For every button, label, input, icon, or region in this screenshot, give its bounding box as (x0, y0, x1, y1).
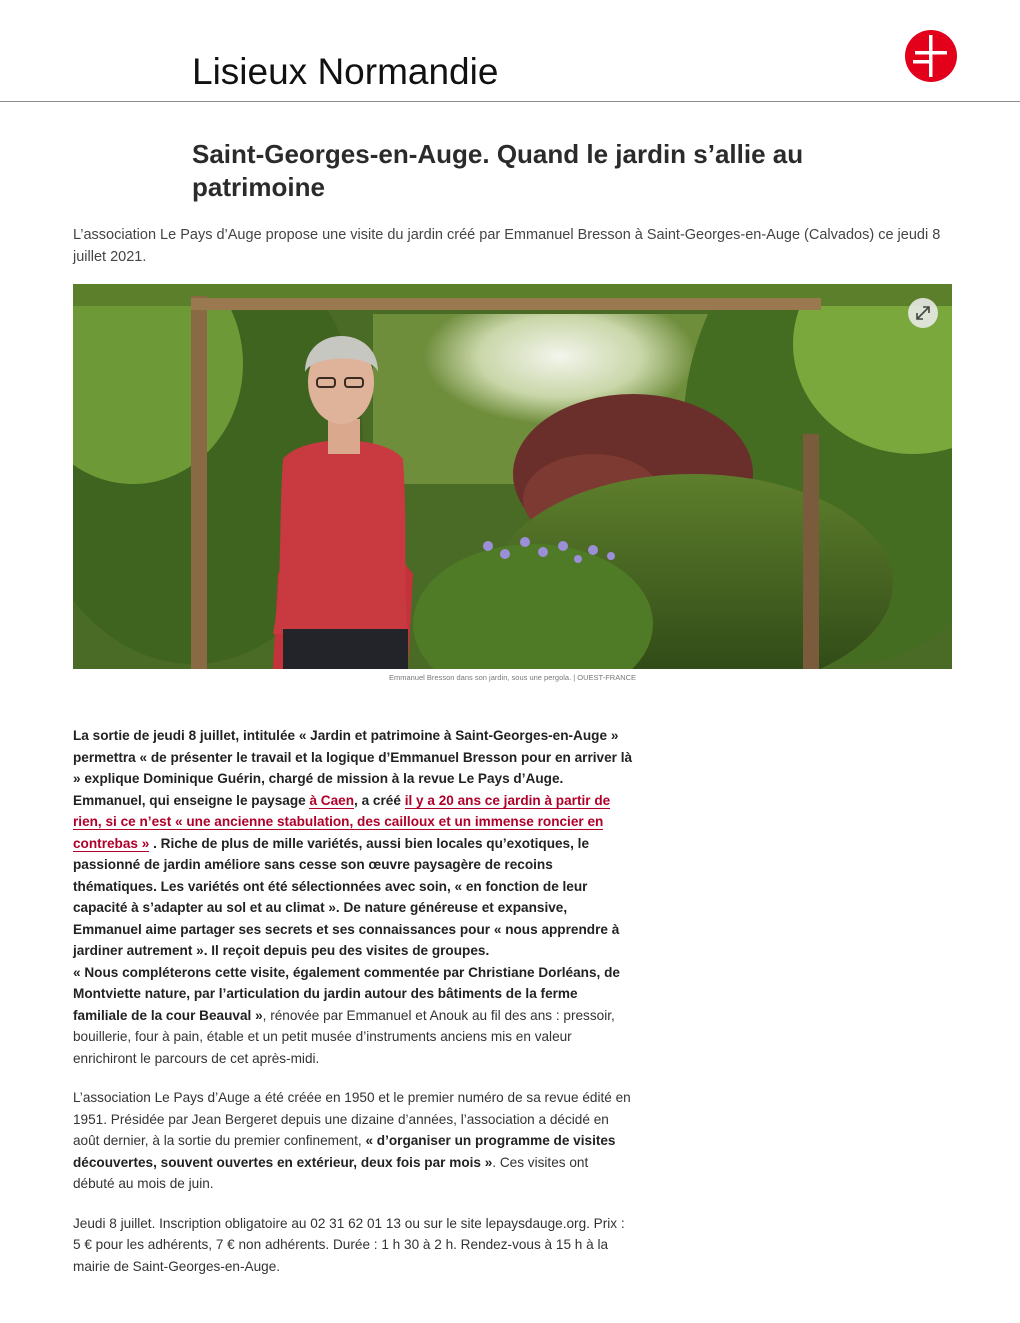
edition-title[interactable]: Lisieux Normandie (192, 51, 499, 92)
p2-text-b: . Ces visites ont débuté au mois de juin. (73, 1154, 589, 1191)
p1-text-d: , rénovée par Emmanuel et Anouk au fil des ans : pressoir, bouillerie, four à pain, étable et un petit musée d’instruments anciens mis en valeur enrichiront le parcours de cet après-midi. (73, 1007, 615, 1066)
article-lead: L’association Le Pays d’Auge propose une visite du jardin créé par Emmanuel Bresson à Saint-Georges-en-Auge (Calvados) ce jeudi 8 juillet 2021. (73, 227, 941, 265)
p1-quote: « Nous compléterons cette visite, également commentée par Christiane Dorléans, de Montviette nature, par l’articulation du jardin autour des bâtiments de la ferme familiale de la cour Beauval » (73, 964, 620, 1023)
article-body (73, 725, 633, 1277)
p1-text-b: , a créé (354, 792, 405, 808)
masthead (0, 0, 1020, 102)
article-photo[interactable] (73, 284, 952, 669)
link-a-caen[interactable]: à Caen (309, 792, 355, 808)
link-jardin-20-ans[interactable]: il y a 20 ans ce jardin à partir de rien, si ce n’est « une ancienne stabulation, des cailloux et un immense roncier en contrebas » (73, 792, 611, 851)
photo-caption: Emmanuel Bresson dans son jardin, sous une pergola. | OUEST-FRANCE (388, 673, 637, 682)
p1-text-c: . Riche de plus de mille variétés, aussi bien locales qu’exotiques, le passionné de jardin améliore sans cesse son œuvre paysagère de recoins thématiques. Les variétés ont été sélectionnées avec soin, « en fonction de leur capacité à s’adapter au sol et au climat ». De nature généreuse et expansive, Emmanuel aime partager ses secrets et ses connaissances pour « nous apprendre à jardiner autrement ». Il reçoit depuis peu des visites de groupes. (73, 835, 620, 958)
ouest-france-logo-icon[interactable] (904, 29, 958, 83)
body-paragraph-3: Jeudi 8 juillet. Inscription obligatoire au 02 31 62 01 13 ou sur le site lepaysdauge.org. Prix : 5 € pour les adhérents, 7 € non adhérents. Durée : 1 h 30 à 2 h. Rendez-vous à 15 h à la mairie de Saint-Georges-en-Auge. (73, 1215, 625, 1274)
p1-text-a: La sortie de jeudi 8 juillet, intitulée « Jardin et patrimoine à Saint-Georges-en-Auge » permettra « de présenter le travail et la logique d’Emmanuel Bresson pour en arriver là » explique Dominique Guérin, chargé de mission à la revue Le Pays d’Auge. Emmanuel, qui enseigne le paysage (73, 728, 633, 808)
expand-arrows-icon (908, 298, 938, 328)
p2-text-a: L’association Le Pays d’Auge a été créée en 1950 et le premier numéro de sa revue édité en 1951. Présidée par Jean Bergeret depuis une dizaine d’années, l’association a décidé en août dernier, à la sortie du premier confinement, (73, 1090, 631, 1148)
p2-quote: « d’organiser un programme de visites découvertes, souvent ouvertes en extérieur, deux fois par mois » (73, 1133, 616, 1170)
body-paragraph-2 (73, 1087, 633, 1195)
garden-portrait-image (73, 284, 952, 669)
expand-photo-button[interactable] (908, 298, 938, 328)
article-headline: Saint-Georges-en-Auge. Quand le jardin s’allie au patrimoine (192, 139, 804, 202)
body-paragraph-1 (73, 725, 633, 1069)
